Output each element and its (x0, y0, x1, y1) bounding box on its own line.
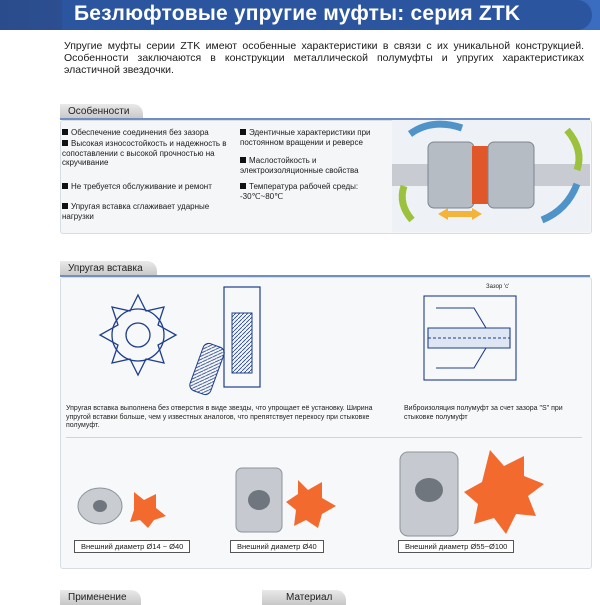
feature-item: Температура рабочей среды: -30℃~80℃ (240, 182, 359, 201)
gap-section-drawing (414, 288, 524, 388)
coupling-rotation-illustration (392, 120, 590, 232)
gap-label: Зазор 'с' (486, 284, 510, 290)
insert-divider (66, 437, 582, 438)
feature-item: Обеспечение соединения без зазора (62, 128, 232, 138)
diameter-label-medium: Внешний диаметр Ø40 (230, 540, 324, 553)
large-coupling-photo (394, 444, 564, 540)
features-section-tab: Особенности (60, 104, 143, 119)
feature-item: Маслостойкость и электроизоляционные свойства (240, 156, 359, 175)
star-insert-tooth-section (192, 340, 224, 400)
star-insert-drawing (88, 285, 188, 385)
feature-item: Упругая вставка сглаживает ударные нагрузки (62, 202, 210, 221)
page-title: Безлюфтовые упругие муфты: серия ZTK (74, 2, 521, 25)
intro-paragraph: Упругие муфты серии ZTK имеют особенные характеристики в связи с их уникальной конструкцией. Особенности заключаются в конструкции металлической полумуфты и упругих характеристиках эластичной звездочки. (64, 40, 584, 76)
material-section-tab: Материал (262, 590, 346, 605)
feature-item: Не требуется обслуживание и ремонт (62, 182, 232, 192)
small-coupling-photo (72, 480, 172, 530)
insert-section-tab: Упругая вставка (60, 261, 157, 276)
insert-caption-right: Виброизоляция полумуфт за счет зазора "S" при стыковке полумуфт (404, 405, 563, 421)
insert-caption-left: Упругая вставка выполнена без отверстия в виде звезды, что упрощает её установку. Ширина упругой вставки больше, чем у известных аналогов, что препятствует перекосу при стыковке полумуфт. (66, 405, 373, 429)
feature-item: Эдентичные характеристики при постоянном вращении и реверсе (240, 128, 371, 147)
diameter-label-small: Внешний диаметр Ø14 ~ Ø40 (74, 540, 190, 553)
medium-coupling-photo (228, 460, 348, 536)
title-bar (0, 0, 600, 32)
insert-side-section (222, 283, 264, 393)
application-section-tab: Применение (60, 590, 141, 605)
diameter-label-large: Внешний диаметр Ø55~Ø100 (398, 540, 514, 553)
feature-item: Высокая износостойкость и надежность в сопоставлении с высокой прочностью на скручивание (62, 139, 227, 167)
